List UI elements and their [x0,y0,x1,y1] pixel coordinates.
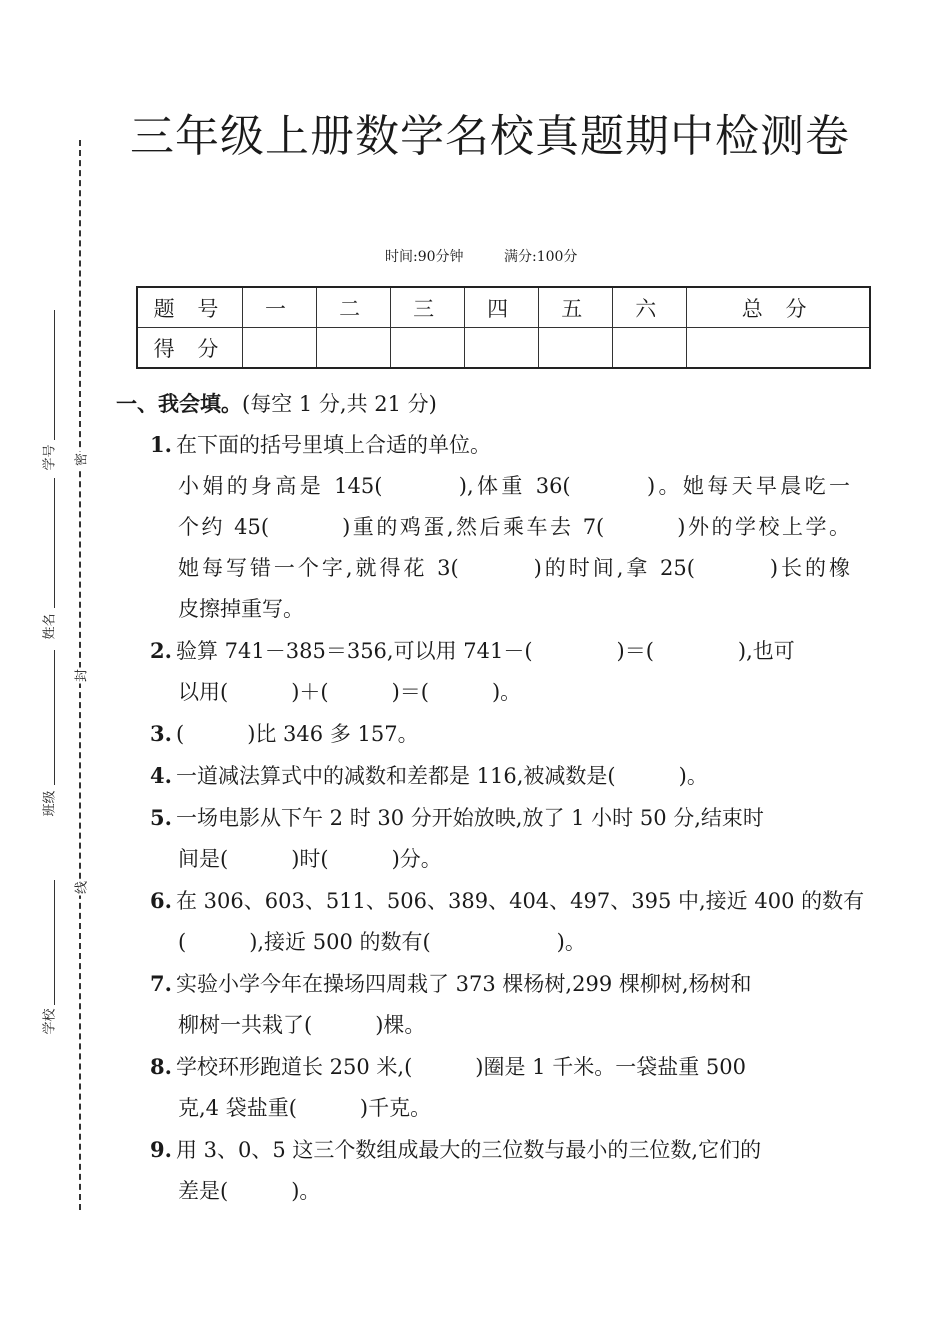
score-cell[interactable] [465,328,539,369]
exam-full-score: 满分:100分 [503,249,578,265]
row-label: 得 分 [137,328,243,369]
question-text: 实验小学今年在操场四周栽了 373 棵杨树,299 棵柳树,杨树和 [176,972,752,996]
exam-time: 时间:90分钟 [385,249,464,265]
question-text: 用 3、0、5 这三个数组成最大的三位数与最小的三位数,它们的 [176,1138,762,1162]
question-1 [150,424,850,630]
question-text: 皮擦掉重写。 [178,597,304,621]
question-number: 3. [150,721,172,746]
section-heading [116,388,437,418]
bind-word-mi: 密 [71,452,90,468]
section-note: (每空 1 分,共 21 分) [242,392,437,416]
side-label-banji: 班级 [42,790,58,817]
score-cell[interactable] [613,328,687,369]
score-cell[interactable] [539,328,613,369]
question-list [150,424,865,1212]
score-table-header-row [137,287,870,328]
question-number: 5. [150,805,172,830]
question-9 [150,1129,850,1212]
score-cell[interactable] [243,328,317,369]
score-cell[interactable] [317,328,391,369]
question-7 [150,963,850,1046]
question-text: 以用( )＋( )＝( )。 [178,680,522,704]
question-6 [150,880,865,963]
header-cell: 六 [613,287,687,328]
question-2 [150,630,850,713]
question-3 [150,713,850,755]
score-table-score-row [137,328,870,369]
bind-word-feng: 封 [71,668,90,684]
section-title: 一、我会填。 [116,391,242,416]
question-number: 2. [150,638,172,663]
banji-line [54,650,55,785]
question-text: ( )比 346 多 157。 [176,722,419,746]
score-cell[interactable] [391,328,465,369]
header-cell: 总 分 [687,287,870,328]
page-title: 三年级上册数学名校真题期中检测卷 [130,111,850,162]
question-text: 她每写错一个字,就得花 3( )的时间,拿 25( )长的橡 [178,556,850,580]
side-label-xuehao: 学号 [42,444,58,471]
score-table [136,286,871,369]
exam-meta [385,246,577,266]
question-text: 验算 741－385＝356,可以用 741－( )＝( ),也可 [176,639,795,663]
header-cell: 一 [243,287,317,328]
header-cell: 四 [465,287,539,328]
question-text: 在 306、603、511、506、389、404、497、395 中,接近 400 的数有 [176,889,865,913]
bind-word-xian: 线 [71,880,90,896]
question-text: 在下面的括号里填上合适的单位。 [176,433,491,457]
xingming-line [54,478,55,608]
header-cell: 三 [391,287,465,328]
question-text: 间是( )时( )分。 [178,847,442,871]
question-text: 个约 45( )重的鸡蛋,然后乘车去 7( )外的学校上学。 [178,515,850,539]
side-label-xuexiao: 学校 [42,1008,58,1035]
question-text: 一道减法算式中的减数和差都是 116,被减数是( )。 [176,764,708,788]
header-cell: 二 [317,287,391,328]
question-text: ( ),接近 500 的数有( )。 [178,930,586,954]
question-text: 一场电影从下午 2 时 30 分开始放映,放了 1 小时 50 分,结束时 [176,806,764,830]
question-number: 9. [150,1137,172,1162]
question-text: 学校环形跑道长 250 米,( )圈是 1 千米。一袋盐重 500 [176,1055,746,1079]
question-4 [150,755,850,797]
question-5 [150,797,850,880]
question-text: 克,4 袋盐重( )千克。 [178,1096,432,1120]
question-number: 1. [150,432,172,457]
xuehao-line [54,310,55,440]
question-text: 小娟的身高是 145( ),体重 36( )。她每天早晨吃一 [178,474,850,498]
question-text: 差是( )。 [178,1179,321,1203]
side-label-xingming: 姓名 [42,613,58,640]
score-cell[interactable] [687,328,870,369]
question-number: 6. [150,888,172,913]
header-cell: 题 号 [137,287,243,328]
question-number: 4. [150,763,172,788]
question-text: 柳树一共栽了( )棵。 [178,1013,426,1037]
xuexiao-line [54,880,55,1005]
header-cell: 五 [539,287,613,328]
question-8 [150,1046,850,1129]
question-number: 7. [150,971,172,996]
question-number: 8. [150,1054,172,1079]
